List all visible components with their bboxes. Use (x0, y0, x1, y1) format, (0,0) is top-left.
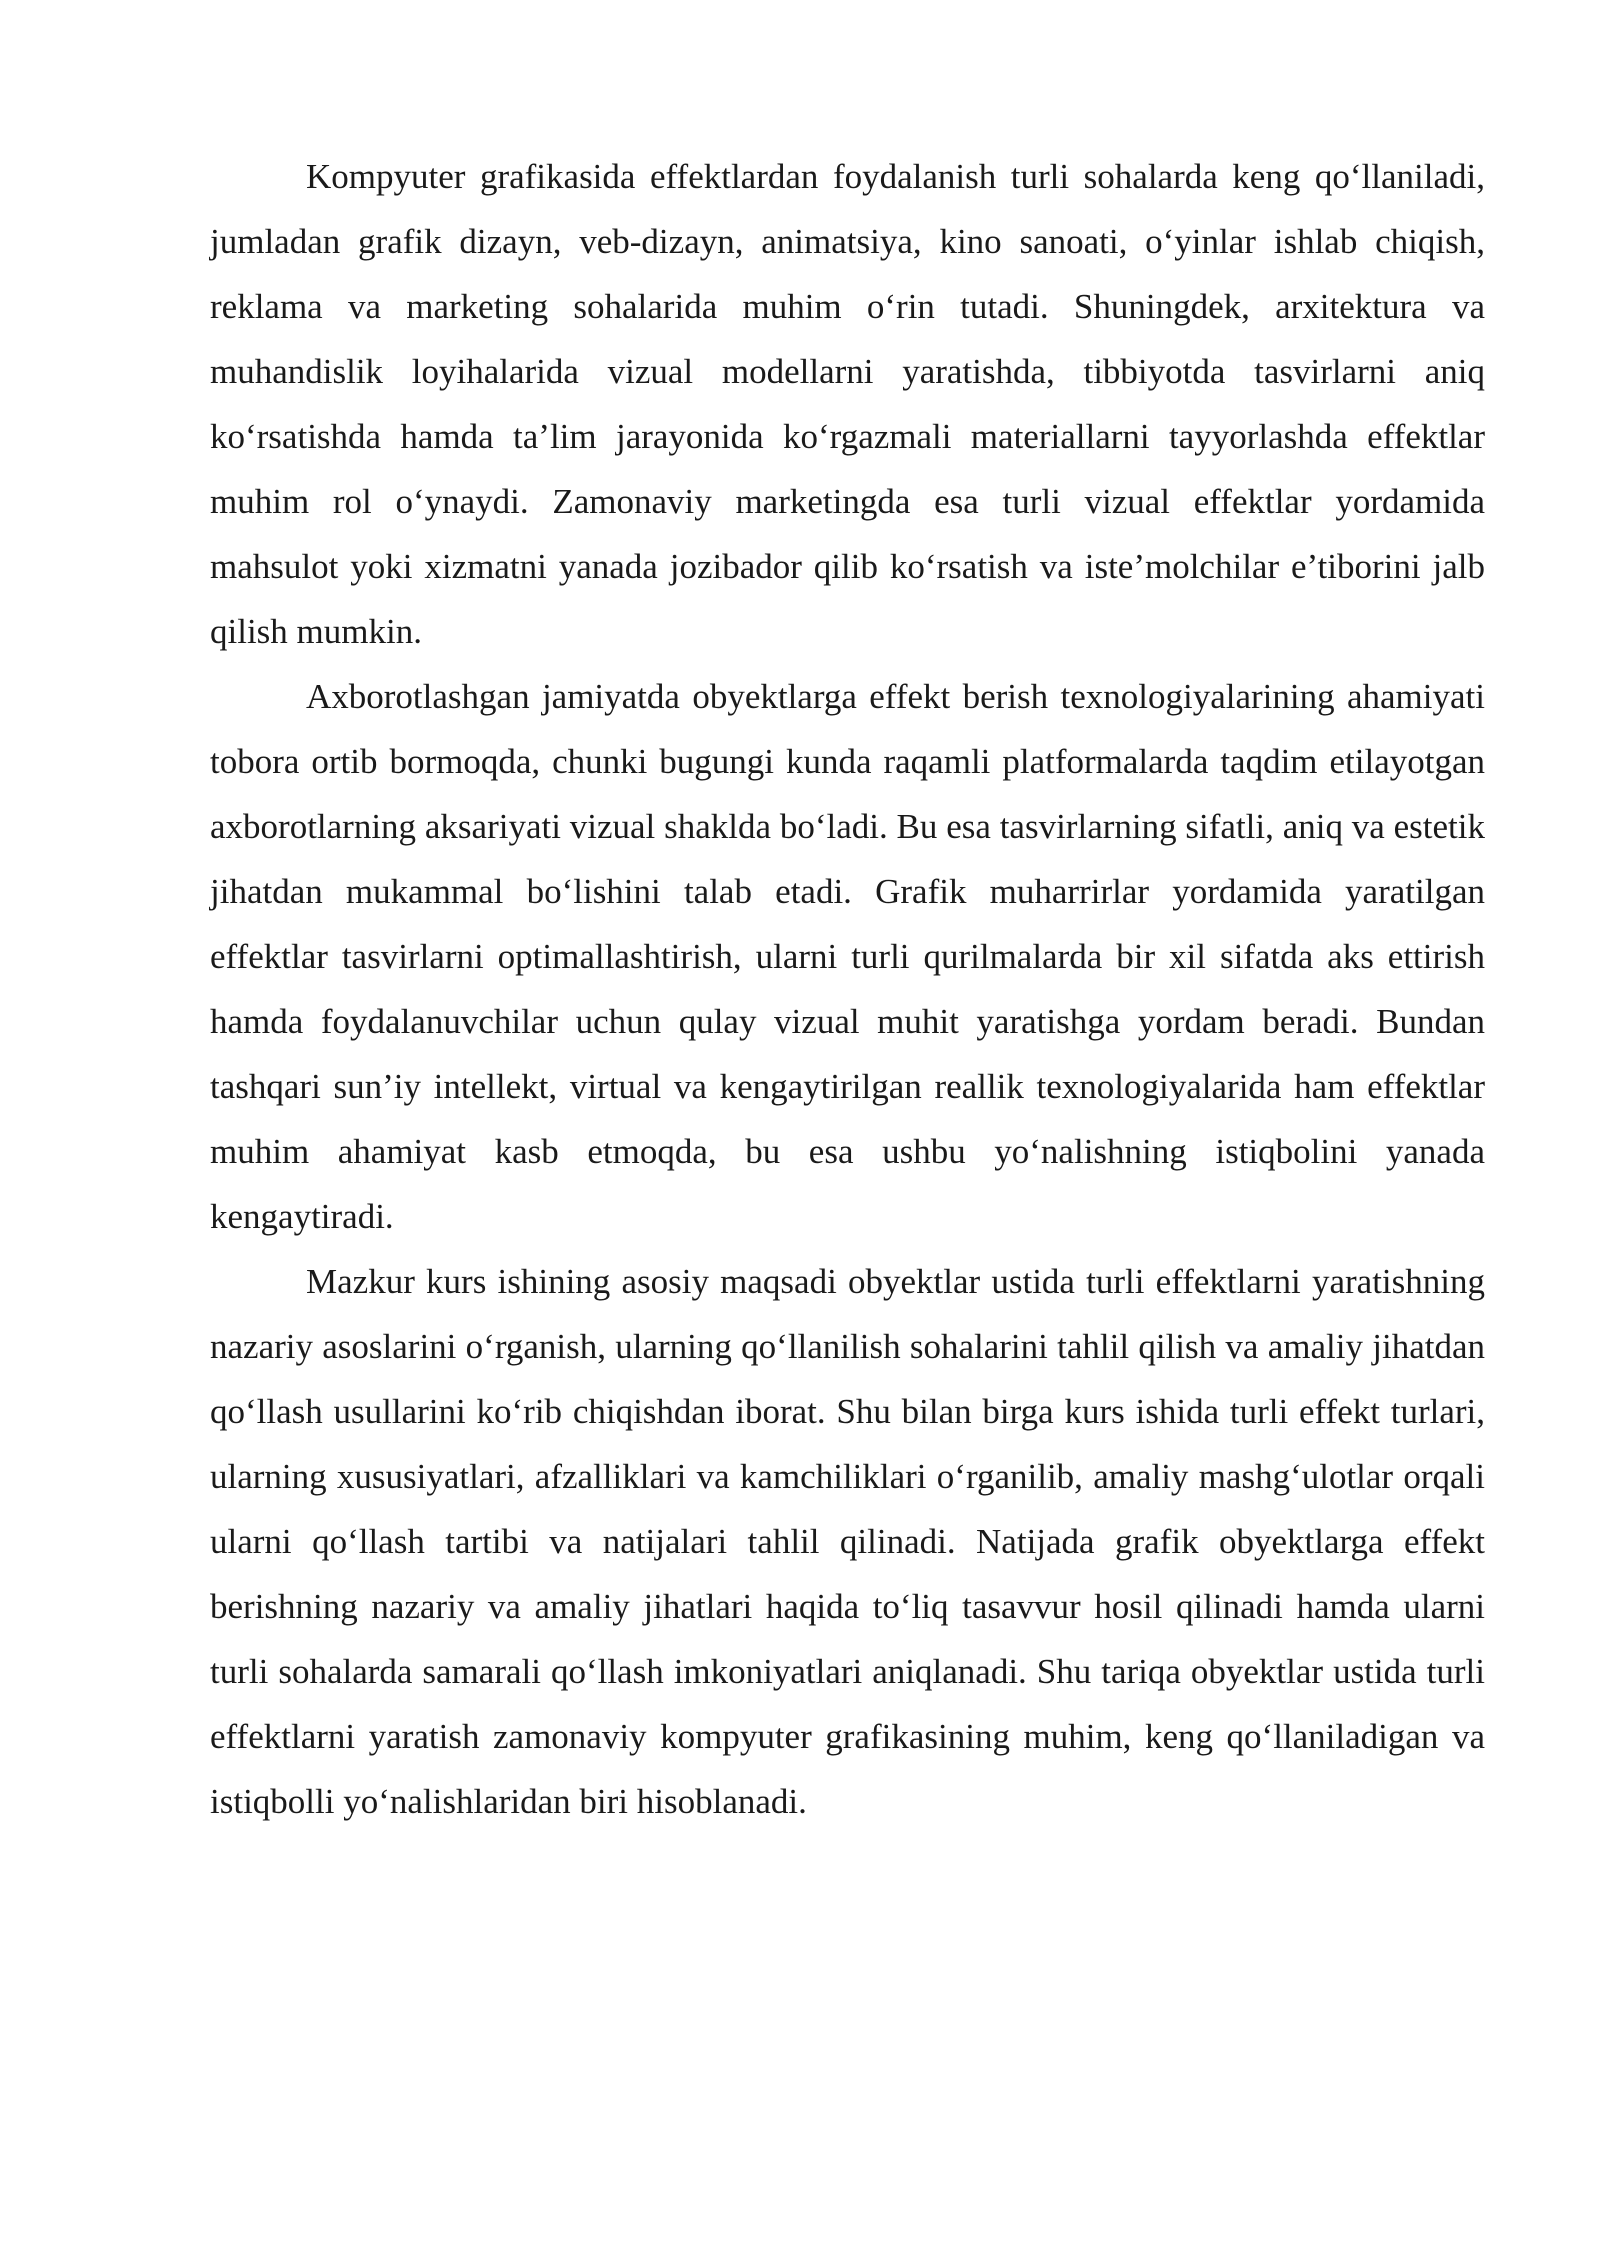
body-text (210, 144, 1485, 1834)
paragraph-3: Mazkur kurs ishining asosiy maqsadi obyektlar ustida turli effektlarni yaratishning nazariy asoslarini o‘rganish, ularning qo‘llanilish sohalarini tahlil qilish va amaliy jihatdan qo‘llash usullarini ko‘rib chiqishdan iborat. Shu bilan birga kurs ishida turli effekt turlari, ularning xususiyatlari, afzalliklari va kamchiliklari o‘rganilib, amaliy mashg‘ulotlar orqali ularni qo‘llash tartibi va natijalari tahlil qilinadi. Natijada grafik obyektlarga effekt berishning nazariy va amaliy jihatlari haqida to‘liq tasavvur hosil qilinadi hamda ularni turli sohalarda samarali qo‘llash imkoniyatlari aniqlanadi. Shu tariqa obyektlar ustida turli effektlarni yaratish zamonaviy kompyuter grafikasining muhim, keng qo‘llaniladigan va istiqbolli yo‘nalishlaridan biri hisoblanadi. (210, 1262, 1485, 1821)
paragraph-2: Axborotlashgan jamiyatda obyektlarga effekt berish texnologiyalarining ahamiyati tobora ortib bormoqda, chunki bugungi kunda raqamli platformalarda taqdim etilayotgan axborotlarning aksariyati vizual shaklda bo‘ladi. Bu esa tasvirlarning sifatli, aniq va estetik jihatdan mukammal bo‘lishini talab etadi. Grafik muharrirlar yordamida yaratilgan effektlar tasvirlarni optimallashtirish, ularni turli qurilmalarda bir xil sifatda aks ettirish hamda foydalanuvchilar uchun qulay vizual muhit yaratishga yordam beradi. Bundan tashqari sun’iy intellekt, virtual va kengaytirilgan reallik texnologiyalarida ham effektlar muhim ahamiyat kasb etmoqda, bu esa ushbu yo‘nalishning istiqbolini yanada kengaytiradi. (210, 677, 1485, 1236)
paragraph-1: Kompyuter grafikasida effektlardan foydalanish turli sohalarda keng qo‘llaniladi, jumladan grafik dizayn, veb-dizayn, animatsiya, kino sanoati, o‘yinlar ishlab chiqish, reklama va marketing sohalarida muhim o‘rin tutadi. Shuningdek, arxitektura va muhandislik loyihalarida vizual modellarni yaratishda, tibbiyotda tasvirlarni aniq ko‘rsatishda hamda ta’lim jarayonida ko‘rgazmali materiallarni tayyorlashda effektlar muhim rol o‘ynaydi. Zamonaviy marketingda esa turli vizual effektlar yordamida mahsulot yoki xizmatni yanada jozibador qilib ko‘rsatish va iste’molchilar e’tiborini jalb qilish mumkin. (210, 157, 1485, 651)
